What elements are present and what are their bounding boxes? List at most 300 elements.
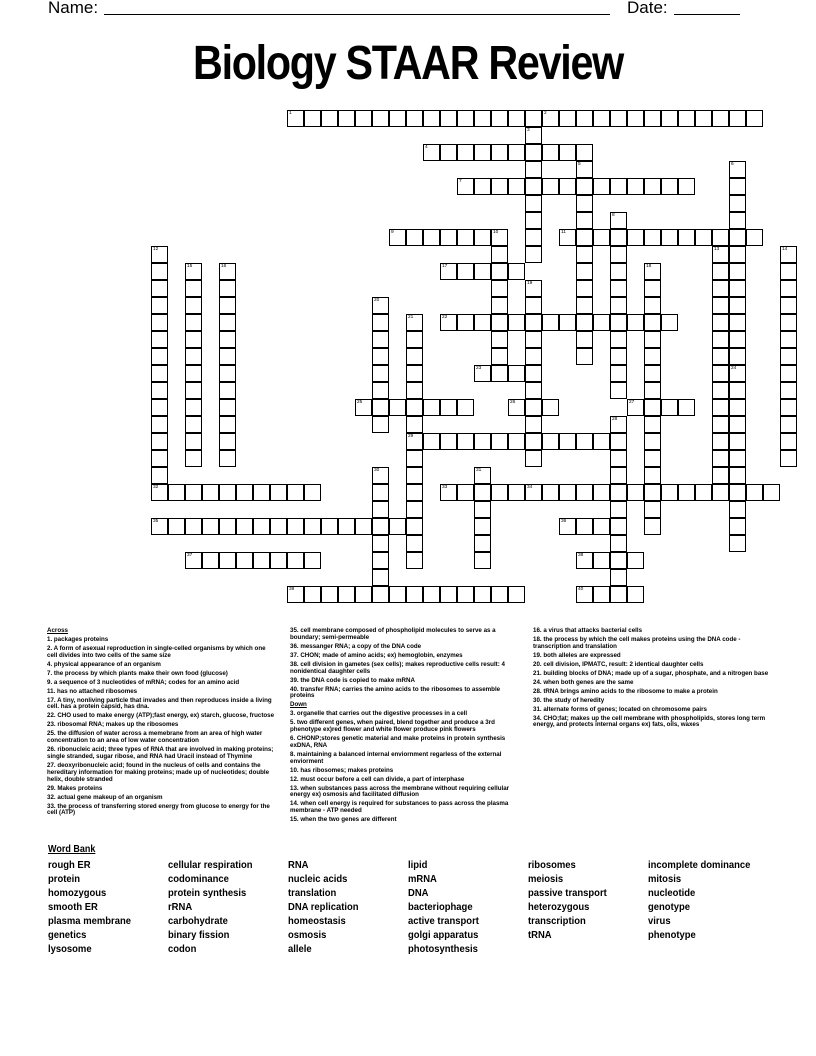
crossword-cell[interactable] bbox=[712, 399, 729, 416]
crossword-cell[interactable] bbox=[491, 484, 508, 501]
crossword-cell[interactable] bbox=[661, 314, 678, 331]
crossword-cell[interactable] bbox=[525, 229, 542, 246]
crossword-cell[interactable] bbox=[406, 331, 423, 348]
crossword-cell[interactable] bbox=[729, 229, 746, 246]
crossword-cell[interactable] bbox=[151, 263, 168, 280]
crossword-cell[interactable] bbox=[151, 246, 168, 263]
crossword-cell[interactable] bbox=[525, 399, 542, 416]
crossword-cell[interactable] bbox=[151, 365, 168, 382]
crossword-cell[interactable] bbox=[406, 416, 423, 433]
crossword-cell[interactable] bbox=[372, 297, 389, 314]
crossword-cell[interactable] bbox=[151, 416, 168, 433]
crossword-cell[interactable] bbox=[508, 484, 525, 501]
crossword-cell[interactable] bbox=[780, 263, 797, 280]
crossword-cell[interactable] bbox=[372, 110, 389, 127]
crossword-cell[interactable] bbox=[559, 110, 576, 127]
crossword-cell[interactable] bbox=[219, 450, 236, 467]
crossword-cell[interactable] bbox=[610, 331, 627, 348]
crossword-cell[interactable] bbox=[525, 246, 542, 263]
crossword-cell[interactable] bbox=[185, 348, 202, 365]
crossword-cell[interactable] bbox=[746, 229, 763, 246]
crossword-cell[interactable] bbox=[610, 450, 627, 467]
crossword-cell[interactable] bbox=[610, 365, 627, 382]
crossword-cell[interactable] bbox=[338, 110, 355, 127]
crossword-cell[interactable] bbox=[661, 229, 678, 246]
crossword-cell[interactable] bbox=[253, 484, 270, 501]
crossword-cell[interactable] bbox=[559, 433, 576, 450]
crossword-cell[interactable] bbox=[729, 518, 746, 535]
crossword-cell[interactable] bbox=[559, 518, 576, 535]
crossword-cell[interactable] bbox=[729, 365, 746, 382]
crossword-cell[interactable] bbox=[525, 280, 542, 297]
crossword-cell[interactable] bbox=[593, 552, 610, 569]
crossword-cell[interactable] bbox=[440, 263, 457, 280]
crossword-cell[interactable] bbox=[151, 433, 168, 450]
crossword-cell[interactable] bbox=[151, 484, 168, 501]
crossword-cell[interactable] bbox=[610, 484, 627, 501]
crossword-cell[interactable] bbox=[576, 246, 593, 263]
crossword-cell[interactable] bbox=[406, 501, 423, 518]
crossword-cell[interactable] bbox=[491, 246, 508, 263]
crossword-cell[interactable] bbox=[712, 246, 729, 263]
crossword-cell[interactable] bbox=[712, 433, 729, 450]
crossword-cell[interactable] bbox=[491, 331, 508, 348]
crossword-cell[interactable] bbox=[610, 297, 627, 314]
crossword-cell[interactable] bbox=[372, 518, 389, 535]
crossword-cell[interactable] bbox=[219, 365, 236, 382]
crossword-cell[interactable] bbox=[457, 433, 474, 450]
crossword-cell[interactable] bbox=[457, 399, 474, 416]
crossword-cell[interactable] bbox=[219, 484, 236, 501]
crossword-cell[interactable] bbox=[729, 297, 746, 314]
crossword-cell[interactable] bbox=[610, 263, 627, 280]
crossword-cell[interactable] bbox=[202, 484, 219, 501]
crossword-cell[interactable] bbox=[780, 433, 797, 450]
crossword-cell[interactable] bbox=[151, 314, 168, 331]
crossword-cell[interactable] bbox=[729, 314, 746, 331]
crossword-cell[interactable] bbox=[355, 399, 372, 416]
crossword-cell[interactable] bbox=[559, 484, 576, 501]
crossword-cell[interactable] bbox=[406, 535, 423, 552]
crossword-cell[interactable] bbox=[406, 433, 423, 450]
crossword-cell[interactable] bbox=[372, 501, 389, 518]
crossword-cell[interactable] bbox=[627, 399, 644, 416]
crossword-cell[interactable] bbox=[593, 433, 610, 450]
crossword-cell[interactable] bbox=[474, 586, 491, 603]
crossword-cell[interactable] bbox=[729, 161, 746, 178]
crossword-cell[interactable] bbox=[372, 365, 389, 382]
crossword-cell[interactable] bbox=[610, 314, 627, 331]
crossword-cell[interactable] bbox=[474, 535, 491, 552]
crossword-cell[interactable] bbox=[440, 229, 457, 246]
crossword-cell[interactable] bbox=[508, 178, 525, 195]
crossword-cell[interactable] bbox=[559, 144, 576, 161]
crossword-cell[interactable] bbox=[780, 416, 797, 433]
crossword-cell[interactable] bbox=[576, 314, 593, 331]
crossword-cell[interactable] bbox=[780, 314, 797, 331]
crossword-cell[interactable] bbox=[746, 484, 763, 501]
crossword-cell[interactable] bbox=[729, 110, 746, 127]
crossword-cell[interactable] bbox=[440, 484, 457, 501]
crossword-cell[interactable] bbox=[644, 365, 661, 382]
crossword-cell[interactable] bbox=[185, 433, 202, 450]
crossword-cell[interactable] bbox=[593, 314, 610, 331]
crossword-cell[interactable] bbox=[508, 314, 525, 331]
crossword-cell[interactable] bbox=[610, 348, 627, 365]
crossword-cell[interactable] bbox=[610, 212, 627, 229]
crossword-cell[interactable] bbox=[185, 382, 202, 399]
crossword-cell[interactable] bbox=[372, 586, 389, 603]
crossword-cell[interactable] bbox=[559, 314, 576, 331]
crossword-cell[interactable] bbox=[576, 144, 593, 161]
crossword-cell[interactable] bbox=[287, 484, 304, 501]
crossword-cell[interactable] bbox=[151, 297, 168, 314]
crossword-cell[interactable] bbox=[423, 144, 440, 161]
crossword-cell[interactable] bbox=[253, 518, 270, 535]
crossword-cell[interactable] bbox=[661, 110, 678, 127]
crossword-cell[interactable] bbox=[593, 110, 610, 127]
crossword-cell[interactable] bbox=[355, 110, 372, 127]
crossword-cell[interactable] bbox=[372, 416, 389, 433]
crossword-cell[interactable] bbox=[389, 518, 406, 535]
crossword-cell[interactable] bbox=[491, 365, 508, 382]
crossword-cell[interactable] bbox=[644, 399, 661, 416]
crossword-cell[interactable] bbox=[678, 178, 695, 195]
crossword-cell[interactable] bbox=[287, 586, 304, 603]
crossword-cell[interactable] bbox=[406, 348, 423, 365]
crossword-cell[interactable] bbox=[542, 178, 559, 195]
crossword-cell[interactable] bbox=[780, 399, 797, 416]
crossword-cell[interactable] bbox=[321, 518, 338, 535]
crossword-cell[interactable] bbox=[678, 229, 695, 246]
crossword-cell[interactable] bbox=[304, 518, 321, 535]
crossword-cell[interactable] bbox=[270, 552, 287, 569]
crossword-cell[interactable] bbox=[644, 467, 661, 484]
crossword-cell[interactable] bbox=[440, 586, 457, 603]
crossword-cell[interactable] bbox=[491, 348, 508, 365]
crossword-cell[interactable] bbox=[729, 246, 746, 263]
crossword-cell[interactable] bbox=[576, 212, 593, 229]
crossword-cell[interactable] bbox=[712, 297, 729, 314]
crossword-cell[interactable] bbox=[457, 144, 474, 161]
crossword-cell[interactable] bbox=[491, 297, 508, 314]
crossword-cell[interactable] bbox=[627, 586, 644, 603]
crossword-cell[interactable] bbox=[508, 433, 525, 450]
crossword-cell[interactable] bbox=[644, 280, 661, 297]
crossword-cell[interactable] bbox=[321, 110, 338, 127]
crossword-cell[interactable] bbox=[559, 178, 576, 195]
crossword-cell[interactable] bbox=[270, 484, 287, 501]
crossword-cell[interactable] bbox=[185, 399, 202, 416]
crossword-cell[interactable] bbox=[576, 110, 593, 127]
crossword-cell[interactable] bbox=[644, 331, 661, 348]
crossword-cell[interactable] bbox=[525, 314, 542, 331]
crossword-cell[interactable] bbox=[525, 450, 542, 467]
crossword-cell[interactable] bbox=[712, 416, 729, 433]
crossword-cell[interactable] bbox=[610, 246, 627, 263]
crossword-cell[interactable] bbox=[474, 229, 491, 246]
crossword-cell[interactable] bbox=[610, 229, 627, 246]
crossword-cell[interactable] bbox=[372, 552, 389, 569]
crossword-cell[interactable] bbox=[610, 501, 627, 518]
crossword-cell[interactable] bbox=[457, 586, 474, 603]
crossword-cell[interactable] bbox=[304, 484, 321, 501]
crossword-cell[interactable] bbox=[457, 178, 474, 195]
crossword-cell[interactable] bbox=[542, 399, 559, 416]
crossword-cell[interactable] bbox=[406, 365, 423, 382]
crossword-cell[interactable] bbox=[440, 314, 457, 331]
crossword-cell[interactable] bbox=[406, 382, 423, 399]
crossword-cell[interactable] bbox=[253, 552, 270, 569]
crossword-cell[interactable] bbox=[525, 382, 542, 399]
crossword-cell[interactable] bbox=[440, 144, 457, 161]
crossword-cell[interactable] bbox=[406, 552, 423, 569]
crossword-cell[interactable] bbox=[219, 331, 236, 348]
crossword-cell[interactable] bbox=[644, 348, 661, 365]
crossword-cell[interactable] bbox=[389, 110, 406, 127]
crossword-cell[interactable] bbox=[151, 467, 168, 484]
crossword-cell[interactable] bbox=[423, 586, 440, 603]
crossword-cell[interactable] bbox=[389, 586, 406, 603]
crossword-cell[interactable] bbox=[491, 263, 508, 280]
crossword-cell[interactable] bbox=[202, 518, 219, 535]
crossword-cell[interactable] bbox=[610, 552, 627, 569]
crossword-cell[interactable] bbox=[185, 518, 202, 535]
crossword-cell[interactable] bbox=[712, 348, 729, 365]
crossword-cell[interactable] bbox=[525, 484, 542, 501]
crossword-cell[interactable] bbox=[610, 586, 627, 603]
crossword-cell[interactable] bbox=[219, 263, 236, 280]
crossword-cell[interactable] bbox=[304, 586, 321, 603]
crossword-cell[interactable] bbox=[219, 297, 236, 314]
crossword-cell[interactable] bbox=[627, 229, 644, 246]
crossword-cell[interactable] bbox=[372, 314, 389, 331]
crossword-cell[interactable] bbox=[491, 280, 508, 297]
crossword-cell[interactable] bbox=[474, 110, 491, 127]
crossword-cell[interactable] bbox=[780, 382, 797, 399]
crossword-cell[interactable] bbox=[423, 399, 440, 416]
crossword-cell[interactable] bbox=[610, 416, 627, 433]
crossword-cell[interactable] bbox=[627, 314, 644, 331]
crossword-cell[interactable] bbox=[661, 484, 678, 501]
crossword-cell[interactable] bbox=[542, 433, 559, 450]
crossword-cell[interactable] bbox=[525, 110, 542, 127]
crossword-cell[interactable] bbox=[576, 586, 593, 603]
crossword-cell[interactable] bbox=[576, 195, 593, 212]
crossword-cell[interactable] bbox=[457, 263, 474, 280]
crossword-cell[interactable] bbox=[491, 586, 508, 603]
crossword-cell[interactable] bbox=[508, 399, 525, 416]
crossword-cell[interactable] bbox=[474, 144, 491, 161]
crossword-cell[interactable] bbox=[576, 433, 593, 450]
crossword-cell[interactable] bbox=[168, 518, 185, 535]
crossword-cell[interactable] bbox=[712, 263, 729, 280]
crossword-cell[interactable] bbox=[627, 552, 644, 569]
crossword-cell[interactable] bbox=[780, 450, 797, 467]
crossword-cell[interactable] bbox=[729, 178, 746, 195]
crossword-cell[interactable] bbox=[185, 280, 202, 297]
crossword-cell[interactable] bbox=[304, 110, 321, 127]
crossword-cell[interactable] bbox=[678, 399, 695, 416]
crossword-cell[interactable] bbox=[355, 586, 372, 603]
crossword-cell[interactable] bbox=[491, 433, 508, 450]
crossword-cell[interactable] bbox=[610, 467, 627, 484]
crossword-cell[interactable] bbox=[491, 144, 508, 161]
crossword-cell[interactable] bbox=[644, 110, 661, 127]
crossword-cell[interactable] bbox=[627, 110, 644, 127]
crossword-cell[interactable] bbox=[372, 382, 389, 399]
crossword-cell[interactable] bbox=[372, 569, 389, 586]
crossword-cell[interactable] bbox=[644, 450, 661, 467]
crossword-cell[interactable] bbox=[474, 365, 491, 382]
crossword-cell[interactable] bbox=[185, 484, 202, 501]
crossword-cell[interactable] bbox=[508, 365, 525, 382]
crossword-cell[interactable] bbox=[236, 484, 253, 501]
crossword-cell[interactable] bbox=[661, 178, 678, 195]
crossword-cell[interactable] bbox=[474, 263, 491, 280]
crossword-cell[interactable] bbox=[372, 535, 389, 552]
crossword-cell[interactable] bbox=[729, 450, 746, 467]
crossword-cell[interactable] bbox=[457, 110, 474, 127]
crossword-cell[interactable] bbox=[763, 484, 780, 501]
crossword-cell[interactable] bbox=[576, 348, 593, 365]
crossword-cell[interactable] bbox=[491, 110, 508, 127]
crossword-cell[interactable] bbox=[440, 433, 457, 450]
crossword-cell[interactable] bbox=[304, 552, 321, 569]
crossword-cell[interactable] bbox=[355, 518, 372, 535]
crossword-cell[interactable] bbox=[593, 484, 610, 501]
crossword-cell[interactable] bbox=[474, 552, 491, 569]
crossword-cell[interactable] bbox=[610, 433, 627, 450]
crossword-cell[interactable] bbox=[474, 178, 491, 195]
crossword-cell[interactable] bbox=[457, 484, 474, 501]
crossword-cell[interactable] bbox=[219, 382, 236, 399]
crossword-cell[interactable] bbox=[780, 246, 797, 263]
crossword-cell[interactable] bbox=[270, 518, 287, 535]
crossword-cell[interactable] bbox=[219, 416, 236, 433]
crossword-cell[interactable] bbox=[151, 331, 168, 348]
crossword-cell[interactable] bbox=[644, 416, 661, 433]
crossword-cell[interactable] bbox=[440, 399, 457, 416]
crossword-cell[interactable] bbox=[338, 586, 355, 603]
crossword-cell[interactable] bbox=[729, 212, 746, 229]
crossword-cell[interactable] bbox=[525, 348, 542, 365]
crossword-cell[interactable] bbox=[542, 314, 559, 331]
crossword-cell[interactable] bbox=[576, 297, 593, 314]
crossword-cell[interactable] bbox=[780, 348, 797, 365]
crossword-cell[interactable] bbox=[610, 518, 627, 535]
crossword-cell[interactable] bbox=[287, 552, 304, 569]
crossword-cell[interactable] bbox=[729, 331, 746, 348]
crossword-cell[interactable] bbox=[457, 314, 474, 331]
crossword-cell[interactable] bbox=[185, 263, 202, 280]
crossword-cell[interactable] bbox=[593, 586, 610, 603]
crossword-cell[interactable] bbox=[593, 178, 610, 195]
crossword-cell[interactable] bbox=[440, 110, 457, 127]
crossword-cell[interactable] bbox=[610, 178, 627, 195]
crossword-cell[interactable] bbox=[406, 314, 423, 331]
crossword-cell[interactable] bbox=[644, 382, 661, 399]
crossword-cell[interactable] bbox=[729, 484, 746, 501]
crossword-cell[interactable] bbox=[712, 110, 729, 127]
crossword-cell[interactable] bbox=[168, 484, 185, 501]
crossword-cell[interactable] bbox=[406, 110, 423, 127]
crossword-cell[interactable] bbox=[287, 518, 304, 535]
crossword-cell[interactable] bbox=[644, 433, 661, 450]
crossword-cell[interactable] bbox=[185, 297, 202, 314]
crossword-cell[interactable] bbox=[695, 110, 712, 127]
crossword-cell[interactable] bbox=[321, 586, 338, 603]
crossword-cell[interactable] bbox=[474, 484, 491, 501]
crossword-cell[interactable] bbox=[712, 280, 729, 297]
crossword-cell[interactable] bbox=[729, 263, 746, 280]
crossword-cell[interactable] bbox=[219, 314, 236, 331]
crossword-cell[interactable] bbox=[780, 297, 797, 314]
crossword-cell[interactable] bbox=[491, 229, 508, 246]
crossword-cell[interactable] bbox=[525, 433, 542, 450]
crossword-cell[interactable] bbox=[627, 178, 644, 195]
crossword-cell[interactable] bbox=[151, 382, 168, 399]
crossword-cell[interactable] bbox=[287, 110, 304, 127]
crossword-cell[interactable] bbox=[525, 127, 542, 144]
crossword-cell[interactable] bbox=[610, 280, 627, 297]
crossword-cell[interactable] bbox=[712, 229, 729, 246]
crossword-cell[interactable] bbox=[729, 348, 746, 365]
crossword-cell[interactable] bbox=[780, 365, 797, 382]
crossword-cell[interactable] bbox=[406, 484, 423, 501]
crossword-cell[interactable] bbox=[236, 518, 253, 535]
crossword-cell[interactable] bbox=[185, 450, 202, 467]
crossword-cell[interactable] bbox=[389, 399, 406, 416]
crossword-cell[interactable] bbox=[644, 263, 661, 280]
crossword-cell[interactable] bbox=[491, 178, 508, 195]
crossword-cell[interactable] bbox=[559, 229, 576, 246]
crossword-cell[interactable] bbox=[644, 314, 661, 331]
crossword-cell[interactable] bbox=[712, 382, 729, 399]
crossword-cell[interactable] bbox=[219, 433, 236, 450]
crossword-cell[interactable] bbox=[185, 314, 202, 331]
crossword-cell[interactable] bbox=[576, 263, 593, 280]
crossword-cell[interactable] bbox=[372, 399, 389, 416]
crossword-cell[interactable] bbox=[525, 161, 542, 178]
crossword-cell[interactable] bbox=[372, 484, 389, 501]
crossword-cell[interactable] bbox=[576, 280, 593, 297]
crossword-cell[interactable] bbox=[576, 552, 593, 569]
crossword-cell[interactable] bbox=[729, 416, 746, 433]
crossword-cell[interactable] bbox=[508, 144, 525, 161]
crossword-cell[interactable] bbox=[219, 348, 236, 365]
crossword-cell[interactable] bbox=[219, 552, 236, 569]
crossword-cell[interactable] bbox=[525, 331, 542, 348]
crossword-cell[interactable] bbox=[406, 399, 423, 416]
crossword-cell[interactable] bbox=[729, 467, 746, 484]
crossword-cell[interactable] bbox=[151, 450, 168, 467]
crossword-cell[interactable] bbox=[593, 229, 610, 246]
crossword-cell[interactable] bbox=[525, 144, 542, 161]
crossword-cell[interactable] bbox=[610, 535, 627, 552]
crossword-cell[interactable] bbox=[712, 467, 729, 484]
crossword-cell[interactable] bbox=[219, 280, 236, 297]
crossword-cell[interactable] bbox=[474, 518, 491, 535]
crossword-cell[interactable] bbox=[712, 450, 729, 467]
crossword-cell[interactable] bbox=[474, 433, 491, 450]
crossword-cell[interactable] bbox=[219, 518, 236, 535]
crossword-cell[interactable] bbox=[525, 365, 542, 382]
crossword-cell[interactable] bbox=[508, 263, 525, 280]
crossword-cell[interactable] bbox=[542, 144, 559, 161]
crossword-cell[interactable] bbox=[151, 399, 168, 416]
crossword-cell[interactable] bbox=[423, 433, 440, 450]
